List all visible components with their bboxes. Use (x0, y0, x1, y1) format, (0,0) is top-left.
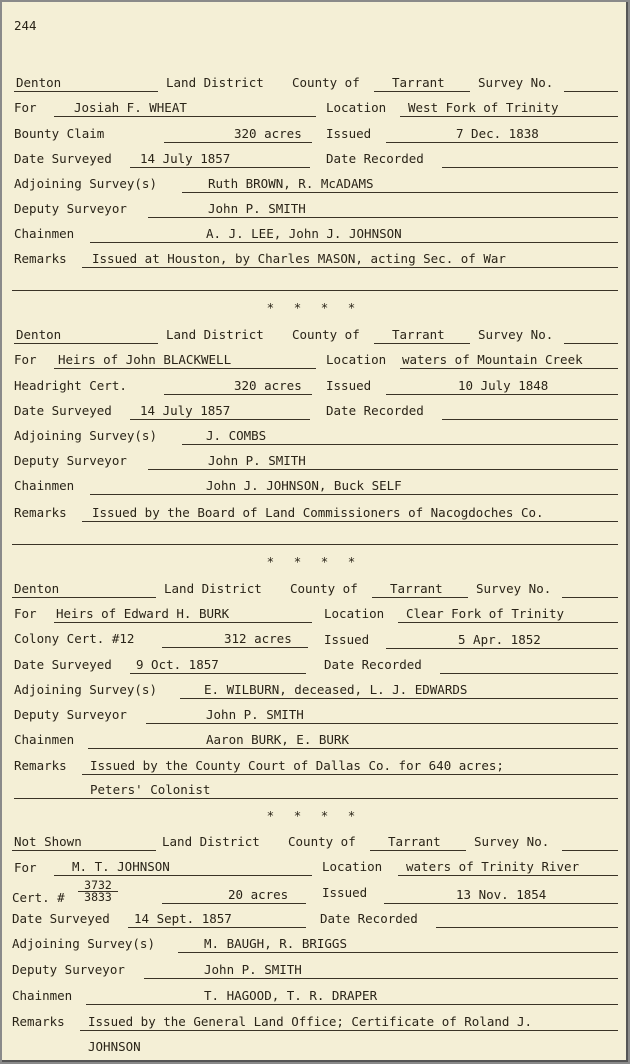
issued-field: 13 Nov. 1854 (384, 888, 618, 904)
county-of-label: County of (288, 834, 356, 849)
adjoining-label: Adjoining Survey(s) (14, 176, 157, 191)
deputy-field: John P. SMITH (148, 454, 618, 470)
chainmen-field: Aaron BURK, E. BURK (88, 733, 618, 749)
certificate-type: Colony Cert. #12 (14, 631, 135, 646)
remarks-label: Remarks (14, 505, 67, 520)
survey-no-field (564, 328, 618, 344)
chainmen-field: John J. JOHNSON, Buck SELF (90, 479, 618, 495)
section-separator: * * * * (266, 300, 362, 315)
issued-label: Issued (326, 126, 372, 141)
page-number: 244 (14, 18, 37, 33)
remarks-label: Remarks (14, 251, 67, 266)
adjoining-field: Ruth BROWN, R. McADAMS (182, 177, 618, 193)
date-surveyed-field: 14 July 1857 (130, 404, 310, 420)
survey-no-label: Survey No. (476, 581, 552, 596)
adjoining-label: Adjoining Survey(s) (12, 936, 155, 951)
for-label: For (14, 352, 37, 367)
remarks-line-1: Issued at Houston, by Charles MASON, acting Sec. of War (82, 252, 618, 268)
date-recorded-field (442, 404, 618, 420)
survey-no-label: Survey No. (478, 75, 554, 90)
remarks-line-1: Issued by the General Land Office; Certificate of Roland J. (80, 1015, 618, 1031)
date-surveyed-field: 14 July 1857 (130, 152, 310, 168)
acres-field: 320 acres (164, 379, 312, 395)
adjoining-field: J. COMBS (182, 429, 618, 445)
deputy-label: Deputy Surveyor (14, 453, 127, 468)
date-recorded-label: Date Recorded (324, 657, 422, 672)
chainmen-field: T. HAGOOD, T. R. DRAPER (86, 989, 618, 1005)
district-field: Not Shown (12, 835, 156, 851)
issued-field: 10 July 1848 (386, 379, 618, 395)
survey-no-label: Survey No. (474, 834, 550, 849)
deputy-field: John P. SMITH (148, 202, 618, 218)
date-surveyed-label: Date Surveyed (14, 657, 112, 672)
date-recorded-label: Date Recorded (320, 911, 418, 926)
date-surveyed-field: 9 Oct. 1857 (130, 658, 306, 674)
remarks-line-2: JOHNSON (88, 1039, 141, 1054)
deputy-field: John P. SMITH (144, 963, 618, 979)
remarks-line-1: Issued by the Board of Land Commissioners of Nacogdoches Co. (82, 506, 618, 522)
for-field: Heirs of Edward H. BURK (54, 607, 312, 623)
issued-label: Issued (324, 632, 370, 647)
deputy-label: Deputy Surveyor (14, 201, 127, 216)
location-label: Location (324, 606, 385, 621)
cert-number-bottom: 3833 (84, 890, 112, 904)
adjoining-field: M. BAUGH, R. BRIGGS (178, 937, 618, 953)
acres-field: 320 acres (164, 127, 312, 143)
acres-field: 20 acres (162, 888, 306, 904)
chainmen-label: Chainmen (14, 226, 75, 241)
acres-field: 312 acres (162, 632, 308, 648)
chainmen-label: Chainmen (14, 732, 75, 747)
location-label: Location (326, 352, 387, 367)
county-of-label: County of (292, 75, 360, 90)
county-of-label: County of (290, 581, 358, 596)
date-recorded-field (442, 152, 618, 168)
document-page (2, 2, 628, 1062)
date-recorded-field (440, 658, 618, 674)
land-district-label: Land District (166, 327, 264, 342)
county-field: Tarrant (370, 835, 466, 851)
land-district-label: Land District (162, 834, 260, 849)
date-recorded-label: Date Recorded (326, 403, 424, 418)
record-divider (12, 544, 618, 545)
county-field: Tarrant (374, 76, 470, 92)
date-recorded-label: Date Recorded (326, 151, 424, 166)
record-divider (12, 290, 618, 291)
remarks-label: Remarks (12, 1014, 65, 1029)
for-field: Josiah F. WHEAT (54, 101, 316, 117)
remarks-line-2: Peters' Colonist (14, 783, 618, 799)
certificate-type: Bounty Claim (14, 126, 105, 141)
land-district-label: Land District (166, 75, 264, 90)
location-field: waters of Trinity River (398, 860, 618, 876)
issued-label: Issued (326, 378, 372, 393)
chainmen-field: A. J. LEE, John J. JOHNSON (90, 227, 618, 243)
date-recorded-field (436, 912, 618, 928)
location-label: Location (326, 100, 387, 115)
cert-number-top: 3732 (78, 880, 118, 892)
deputy-field: John P. SMITH (146, 708, 618, 724)
survey-no-field (564, 76, 618, 92)
section-separator: * * * * (266, 554, 362, 569)
district-field: Denton (12, 582, 156, 598)
remarks-line-1: Issued by the County Court of Dallas Co. for 640 acres; (82, 759, 618, 775)
section-separator: * * * * (266, 808, 362, 823)
land-district-label: Land District (164, 581, 262, 596)
for-label: For (14, 606, 37, 621)
county-field: Tarrant (374, 328, 470, 344)
chainmen-label: Chainmen (14, 478, 75, 493)
issued-label: Issued (322, 885, 368, 900)
survey-no-field (562, 582, 618, 598)
date-surveyed-field: 14 Sept. 1857 (128, 912, 306, 928)
deputy-label: Deputy Surveyor (14, 707, 127, 722)
district-field: Denton (14, 76, 158, 92)
location-field: waters of Mountain Creek (400, 353, 618, 369)
deputy-label: Deputy Surveyor (12, 962, 125, 977)
district-field: Denton (14, 328, 158, 344)
location-label: Location (322, 859, 383, 874)
survey-no-label: Survey No. (478, 327, 554, 342)
county-of-label: County of (292, 327, 360, 342)
date-surveyed-label: Date Surveyed (12, 911, 110, 926)
certificate-number (78, 880, 118, 903)
adjoining-label: Adjoining Survey(s) (14, 682, 157, 697)
location-field: Clear Fork of Trinity (398, 607, 618, 623)
adjoining-label: Adjoining Survey(s) (14, 428, 157, 443)
certificate-type: Headright Cert. (14, 378, 127, 393)
survey-no-field (562, 835, 618, 851)
for-field: Heirs of John BLACKWELL (54, 353, 316, 369)
issued-field: 7 Dec. 1838 (386, 127, 618, 143)
for-label: For (14, 100, 37, 115)
location-field: West Fork of Trinity (400, 101, 618, 117)
county-field: Tarrant (372, 582, 468, 598)
cert-label: Cert. # (12, 890, 65, 905)
date-surveyed-label: Date Surveyed (14, 403, 112, 418)
for-label: For (14, 860, 37, 875)
for-field: M. T. JOHNSON (54, 860, 312, 876)
chainmen-label: Chainmen (12, 988, 73, 1003)
remarks-label: Remarks (14, 758, 67, 773)
date-surveyed-label: Date Surveyed (14, 151, 112, 166)
adjoining-field: E. WILBURN, deceased, L. J. EDWARDS (180, 683, 618, 699)
issued-field: 5 Apr. 1852 (386, 633, 618, 649)
